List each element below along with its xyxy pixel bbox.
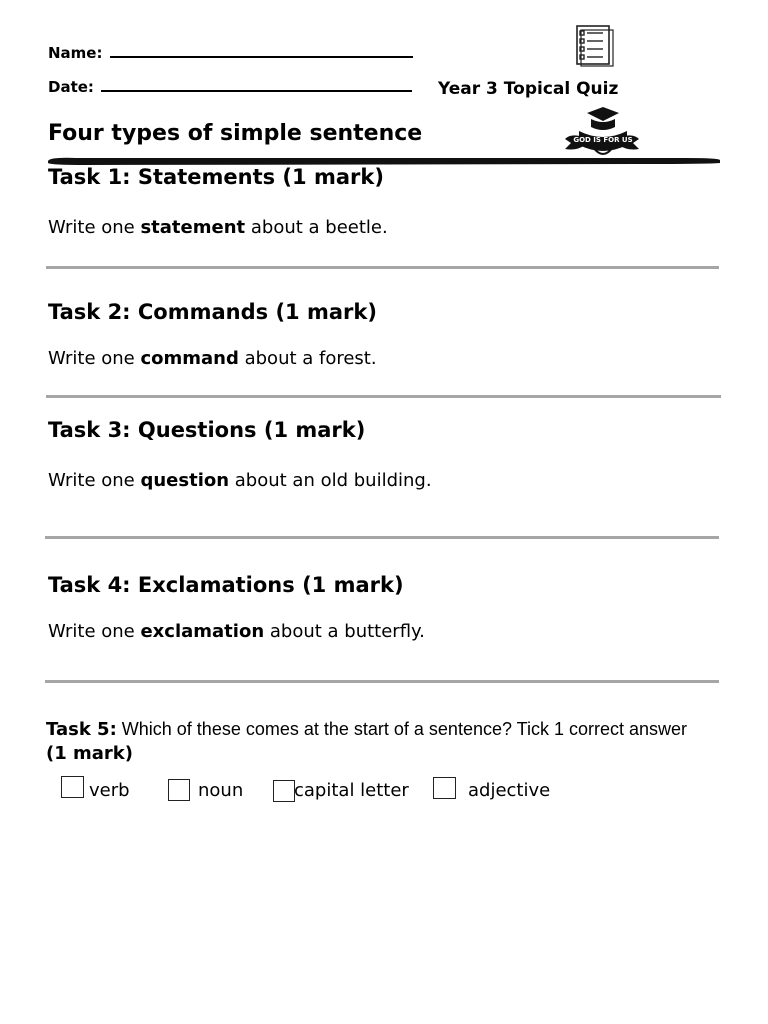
task-1-answer-line[interactable]: [46, 266, 719, 269]
name-label: Name:: [48, 44, 103, 62]
task-4-answer-line[interactable]: [45, 680, 719, 683]
task-2-heading: Task 2: Commands (1 mark): [48, 300, 377, 324]
date-input-line[interactable]: [101, 89, 412, 92]
task-2-answer-line[interactable]: [46, 395, 721, 398]
task-5-marks: (1 mark): [46, 743, 133, 764]
name-input-line[interactable]: [110, 55, 413, 58]
checklist-icon: [573, 24, 617, 68]
school-badge-icon: [561, 103, 643, 161]
task-3-instruction: Write one question about an old building.: [48, 470, 432, 491]
task-5-question: [46, 718, 706, 766]
date-field-row: [48, 78, 412, 96]
name-field-row: [48, 44, 413, 62]
task-3-keyword: question: [140, 470, 230, 491]
task-3-heading: Task 3: Questions (1 mark): [48, 418, 366, 442]
badge-text: GOD IS FOR US: [573, 136, 633, 144]
date-label: Date:: [48, 78, 94, 96]
task-3-answer-line[interactable]: [45, 536, 719, 539]
task-4-heading: Task 4: Exclamations (1 mark): [48, 573, 404, 597]
option-adjective-checkbox[interactable]: [433, 777, 456, 799]
option-noun-label: noun: [198, 780, 244, 801]
task-1-instruction: Write one statement about a beetle.: [48, 217, 388, 238]
page-title: Four types of simple sentence: [48, 121, 423, 146]
task-5-label: Task 5:: [46, 719, 117, 740]
task-2-instruction: Write one command about a forest.: [48, 348, 377, 369]
task-1-heading: Task 1: Statements (1 mark): [48, 165, 384, 189]
option-verb-checkbox[interactable]: [61, 776, 84, 798]
option-adjective-label: adjective: [468, 780, 551, 801]
quiz-title: Year 3 Topical Quiz: [438, 79, 619, 99]
option-verb-label: verb: [89, 780, 130, 801]
task-5-question-text: Which of these comes at the start of a sentence? Tick 1 correct answer: [116, 719, 688, 739]
task-2-keyword: command: [140, 348, 239, 369]
task-4-keyword: exclamation: [140, 621, 265, 642]
task-1-keyword: statement: [140, 217, 246, 238]
option-capital-letter-checkbox[interactable]: [273, 780, 295, 802]
task-4-instruction: Write one exclamation about a butterfly.: [48, 621, 425, 642]
option-noun-checkbox[interactable]: [168, 779, 190, 801]
option-capital-letter-label: capital letter: [294, 780, 409, 801]
